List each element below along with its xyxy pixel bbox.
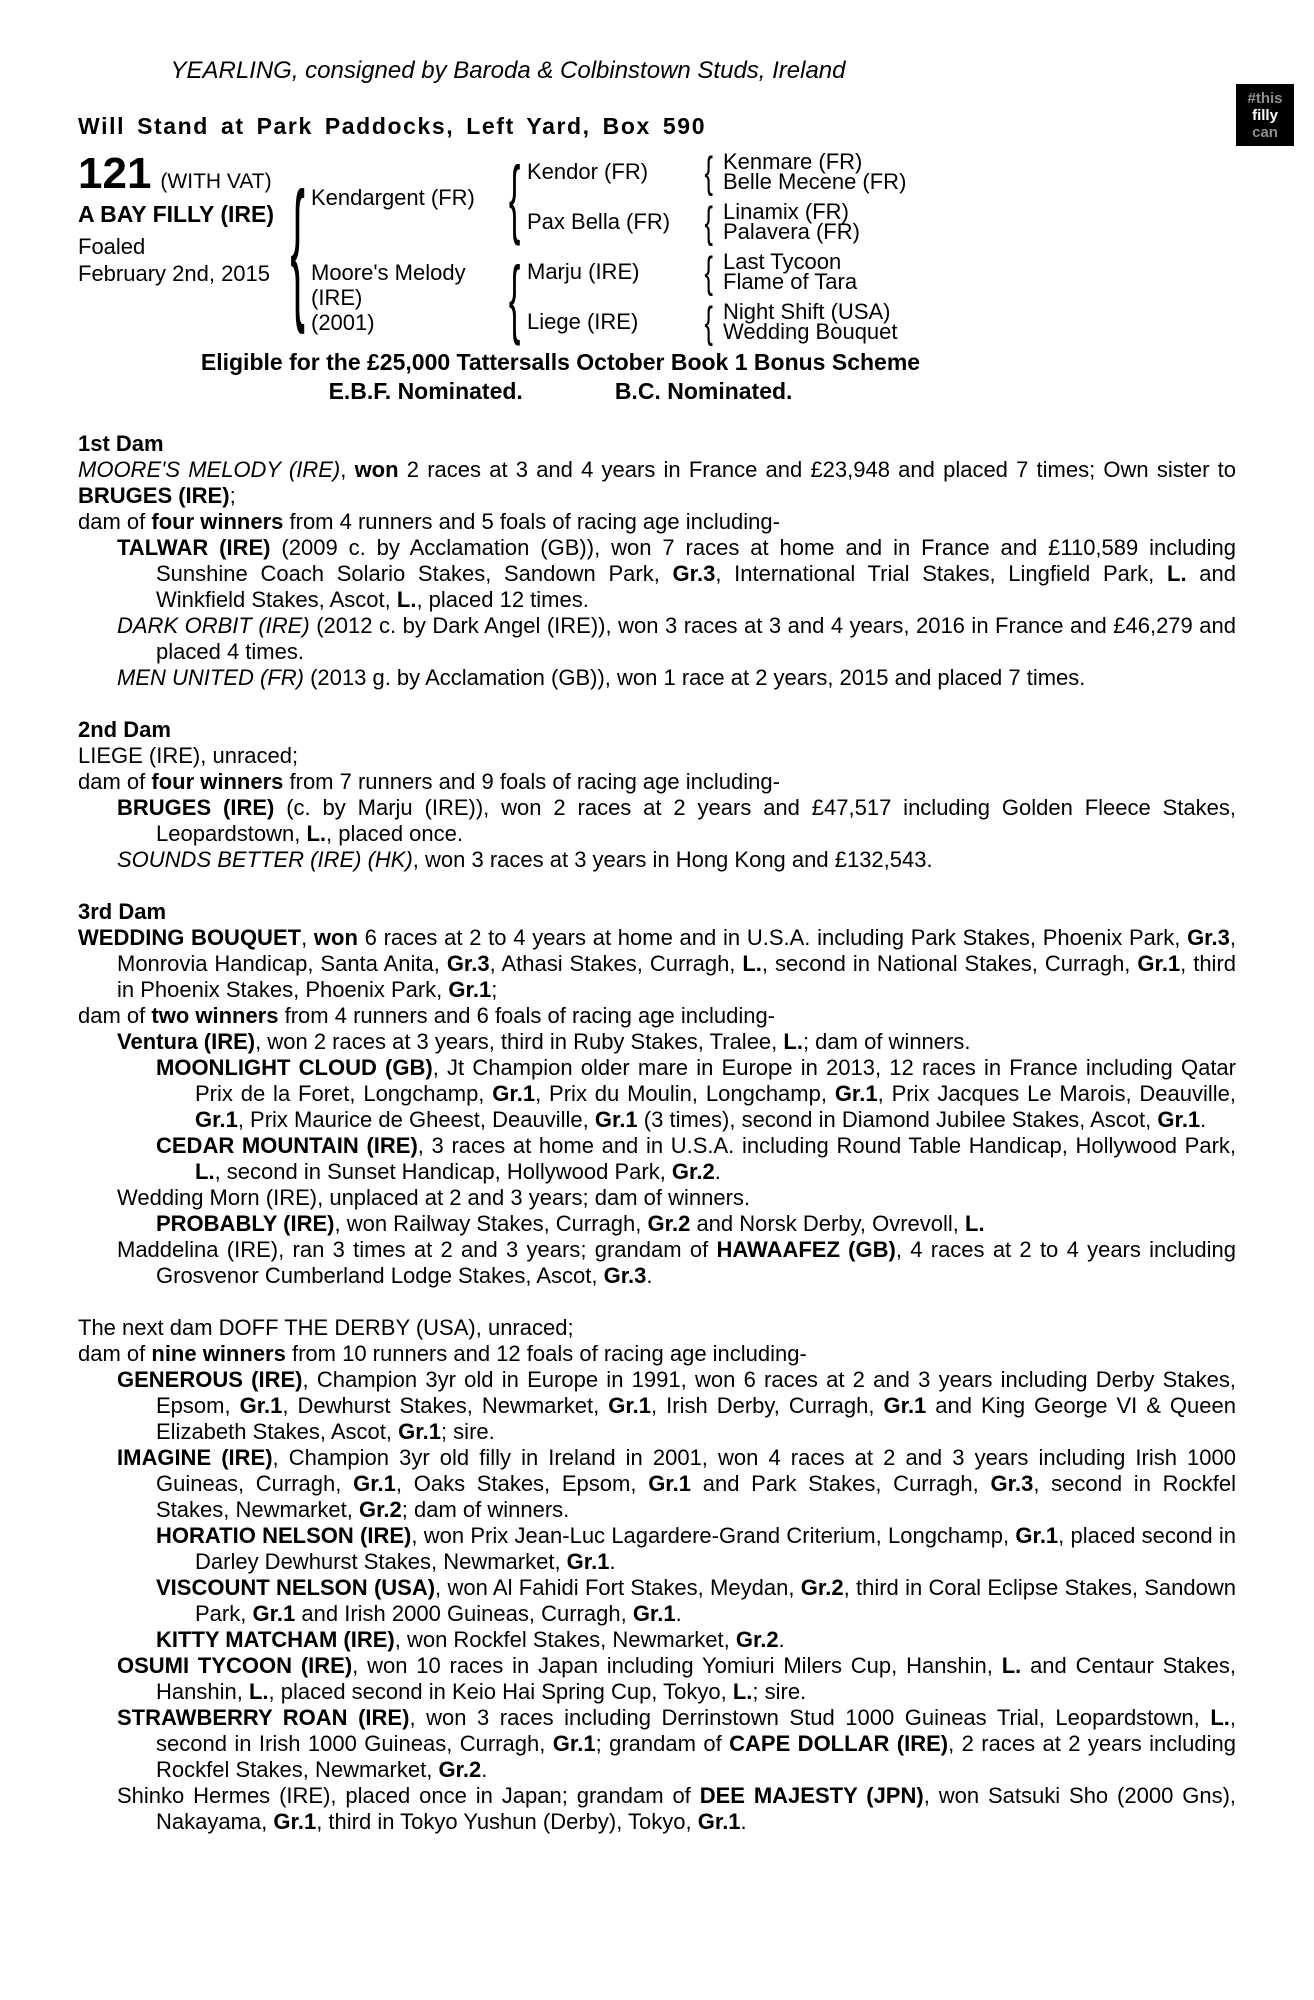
text-segment: , won Prix Jean-Luc Lagardere-Grand Criterium, Longchamp,	[411, 1523, 1016, 1548]
catalog-paragraph	[78, 925, 1236, 1003]
text-segment: Gr.1	[492, 1081, 536, 1106]
text-segment: Gr.2	[800, 1575, 844, 1600]
text-segment: , won Satsuki Sho (2000 Gns), Nakayama,	[156, 1783, 1237, 1834]
section-gap	[78, 1289, 1236, 1315]
text-segment: CEDAR MOUNTAIN (IRE)	[156, 1133, 418, 1158]
catalog-paragraph	[78, 847, 1236, 873]
catalog-paragraph	[78, 1575, 1236, 1627]
text-segment: Maddelina (IRE), ran 3 times at 2 and 3 years; grandam of	[117, 1237, 717, 1262]
text-segment: , second in Rockfel Stakes, Newmarket,	[156, 1471, 1236, 1522]
text-segment: Gr.1	[1157, 1107, 1201, 1132]
text-segment: Gr.1	[353, 1471, 396, 1496]
foaled-label: Foaled	[78, 234, 146, 259]
text-segment: , won 3 races at 3 years in Hong Kong and £132,543.	[412, 847, 933, 872]
text-segment: L.	[195, 1159, 215, 1184]
text-segment: Gr.2	[438, 1757, 482, 1782]
text-segment: , Oaks Stakes, Epsom,	[395, 1471, 649, 1496]
text-segment: KITTY MATCHAM (IRE)	[156, 1627, 395, 1652]
text-segment: ; sire.	[440, 1419, 495, 1444]
horse-description: A BAY FILLY (IRE)	[78, 201, 274, 227]
nomination-line	[78, 378, 1043, 405]
catalog-paragraph	[78, 1055, 1236, 1133]
text-segment: , Champion 3yr old filly in Ireland in 2001, won 4 races at 2 and 3 years including Irish 1000 Guineas, Curragh,	[156, 1445, 1236, 1496]
catalog-paragraph	[78, 1445, 1236, 1523]
catalog-paragraph	[78, 743, 1236, 769]
text-segment: and Norsk Derby, Ovrevoll,	[690, 1211, 966, 1236]
catalog-paragraph	[78, 1783, 1236, 1835]
text-segment: BRUGES (IRE)	[78, 483, 230, 508]
great-grandparent-name: Kenmare (FR)	[723, 149, 863, 174]
text-segment: Wedding Morn (IRE), unplaced at 2 and 3 years; dam of winners.	[117, 1185, 751, 1210]
text-segment: Gr.1	[566, 1549, 610, 1574]
great-grandparent-name: Wedding Bouquet	[723, 319, 898, 344]
text-segment: , Athasi Stakes, Curragh,	[489, 951, 743, 976]
text-segment: .	[481, 1757, 488, 1782]
text-segment: , Irish Derby, Curragh,	[651, 1393, 884, 1418]
text-segment: (2009 c. by Acclamation (GB)), won 7 races at home and in France and £110,589 including Sunshine Coach Solario Stakes, Sandown Park,	[156, 535, 1237, 586]
pedigree-brace-sire: {	[509, 147, 521, 247]
great-grandparent-name: Linamix (FR)	[723, 199, 849, 224]
text-segment: Gr.1	[552, 1731, 596, 1756]
sire-sire-parents	[719, 149, 906, 195]
text-segment: , 4 races at 2 to 4 years including Grosvenor Cumberland Lodge Stakes, Ascot,	[156, 1237, 1236, 1288]
text-segment: , Dewhurst Stakes, Newmarket,	[282, 1393, 609, 1418]
text-segment: ;	[229, 483, 236, 508]
text-segment: MOORE'S MELODY (IRE)	[78, 457, 341, 482]
catalog-paragraph	[78, 1211, 1236, 1237]
text-segment: ,	[301, 925, 314, 950]
catalog-paragraph	[78, 1029, 1236, 1055]
text-segment: Shinko Hermes (IRE), placed once in Japan; grandam of	[117, 1783, 700, 1808]
sire-dam-parents	[719, 199, 860, 245]
text-segment: CAPE DOLLAR (IRE)	[729, 1731, 949, 1756]
bc-nominated: B.C. Nominated.	[614, 378, 793, 404]
great-grandparent-name: Belle Mecene (FR)	[723, 169, 907, 194]
dam-name: Moore's Melody (IRE)	[311, 259, 466, 310]
bonus-scheme-line: Eligible for the £25,000 Tattersalls October Book 1 Bonus Scheme	[200, 349, 921, 375]
section-heading: 1st Dam	[78, 431, 164, 456]
sire-dam-name: Pax Bella (FR)	[527, 209, 671, 234]
lot-info	[78, 149, 285, 345]
text-segment: WEDDING BOUQUET	[78, 925, 302, 950]
dam-block	[311, 249, 906, 345]
text-segment: L.	[1210, 1705, 1230, 1730]
text-segment: MOONLIGHT CLOUD (GB)	[156, 1055, 433, 1080]
badge-text: #this	[1247, 89, 1283, 107]
text-segment: Gr.1	[252, 1601, 296, 1626]
dam-grandparents	[527, 249, 898, 345]
sire-sire-name: Kendor (FR)	[527, 159, 649, 184]
text-segment: dam of	[78, 1341, 152, 1366]
pedigree-table	[78, 149, 1236, 345]
text-segment: , third in Tokyo Yushun (Derby), Tokyo,	[316, 1809, 698, 1834]
text-segment: Gr.3	[672, 561, 716, 586]
text-segment: Gr.1	[594, 1107, 638, 1132]
campaign-badge	[1236, 84, 1294, 146]
text-segment: L.	[783, 1029, 803, 1054]
text-segment: VISCOUNT NELSON (USA)	[156, 1575, 436, 1600]
text-segment: L.	[1001, 1653, 1022, 1678]
text-segment: TALWAR (IRE)	[117, 535, 271, 560]
great-grandparent-name: Palavera (FR)	[723, 219, 860, 244]
catalog-paragraph	[78, 1315, 1236, 1341]
text-segment: ,	[340, 457, 355, 482]
great-grandparent-name: Night Shift (USA)	[723, 299, 891, 324]
text-segment: Ventura (IRE)	[117, 1029, 256, 1054]
catalog-paragraph	[78, 1627, 1236, 1653]
pedigree-brace-dam-dam: {	[704, 297, 714, 347]
catalog-paragraph	[78, 509, 1236, 535]
text-segment: , Prix du Moulin, Longchamp,	[535, 1081, 835, 1106]
text-segment: 6 races at 2 to 4 years at home and in U.S.A. including Park Stakes, Phoenix Park,	[357, 925, 1188, 950]
dam-dam-parents	[719, 299, 898, 345]
text-segment: , won 3 races including Derrinstown Stud 1000 Guineas Trial, Leopardstown,	[409, 1705, 1211, 1730]
text-segment: L.	[732, 1679, 753, 1704]
text-segment: from 4 runners and 5 foals of racing age including-	[283, 509, 780, 534]
lot-number-line	[78, 151, 285, 197]
text-segment: .	[1200, 1107, 1207, 1132]
text-segment: SOUNDS BETTER (IRE) (HK)	[117, 847, 413, 872]
foaled-date: February 2nd, 2015	[78, 261, 271, 286]
text-segment: .	[740, 1809, 747, 1834]
catalog-paragraph	[78, 1653, 1236, 1705]
text-segment: won	[354, 457, 399, 482]
text-segment: Gr.3	[603, 1263, 647, 1288]
text-segment: Gr.2	[358, 1497, 402, 1522]
text-segment: , International Trial Stakes, Lingfield Park,	[715, 561, 1168, 586]
text-segment: DEE MAJESTY (JPN)	[699, 1783, 924, 1808]
catalog-paragraph	[78, 1237, 1236, 1289]
text-segment: , second in National Stakes, Curragh,	[761, 951, 1138, 976]
ebf-nominated: E.B.F. Nominated.	[328, 378, 523, 404]
catalog-paragraph	[78, 1705, 1236, 1783]
text-segment: ; grandam of	[595, 1731, 730, 1756]
text-segment: STRAWBERRY ROAN (IRE)	[117, 1705, 410, 1730]
sire-dam-cell	[527, 199, 699, 245]
sire-name-cell	[311, 149, 503, 245]
pedigree-brace-dam: {	[509, 247, 521, 347]
catalog-paragraph	[78, 665, 1236, 691]
text-segment: , placed once.	[326, 821, 463, 846]
stand-location: Will Stand at Park Paddocks, Left Yard, Box 590	[78, 113, 707, 139]
text-segment: PROBABLY (IRE)	[156, 1211, 335, 1236]
text-segment: , won 2 races at 3 years, third in Ruby Stakes, Tralee,	[255, 1029, 784, 1054]
granddam-group	[527, 299, 898, 345]
granddam-group	[527, 199, 906, 245]
text-segment: L.	[248, 1679, 269, 1704]
text-segment: Gr.1	[273, 1809, 317, 1834]
text-segment: OSUMI TYCOON (IRE)	[117, 1653, 353, 1678]
text-segment: L.	[306, 821, 326, 846]
text-segment: ;	[491, 977, 498, 1002]
text-segment: Gr.1	[448, 977, 492, 1002]
text-segment: Gr.3	[1187, 925, 1230, 950]
text-segment: IMAGINE (IRE)	[117, 1445, 273, 1470]
text-segment: two winners	[151, 1003, 279, 1028]
catalog-paragraph	[78, 795, 1236, 847]
lot-number: 121	[78, 149, 152, 198]
text-segment: , Prix Jacques Le Marois, Deauville,	[877, 1081, 1237, 1106]
text-segment: L.	[1167, 561, 1187, 586]
text-segment: and Winkfield Stakes, Ascot,	[156, 561, 1236, 612]
text-segment: (3 times), second in Diamond Jubilee Stakes, Ascot,	[637, 1107, 1158, 1132]
dam-name-cell	[311, 249, 503, 345]
text-segment: from 4 runners and 6 foals of racing age including-	[278, 1003, 776, 1028]
text-segment: Gr.3	[990, 1471, 1034, 1496]
text-segment: dam of	[78, 1003, 152, 1028]
text-segment: The next dam DOFF THE DERBY (USA), unraced;	[78, 1315, 574, 1340]
text-segment: .	[778, 1627, 785, 1652]
text-segment: Gr.2	[647, 1211, 691, 1236]
text-segment: , 3 races at home and in U.S.A. including Round Table Handicap, Hollywood Park,	[417, 1133, 1237, 1158]
catalog-paragraph	[78, 1133, 1236, 1185]
catalog-paragraph	[78, 1003, 1236, 1029]
sire-sire-cell	[527, 149, 699, 195]
text-segment: from 10 runners and 12 foals of racing age including-	[285, 1341, 807, 1366]
pedigree-brace-sire-dam: {	[704, 197, 714, 247]
text-segment: .	[714, 1159, 721, 1184]
dam-sire-name: Marju (IRE)	[527, 259, 640, 284]
text-segment: , placed 12 times.	[416, 587, 589, 612]
text-segment: DARK ORBIT (IRE)	[117, 613, 310, 638]
great-grandparent-name: Last Tycoon	[723, 249, 842, 274]
catalog-paragraph	[78, 1341, 1236, 1367]
text-segment: Gr.3	[446, 951, 490, 976]
grandsire-group	[527, 249, 898, 295]
dam-sire-parents	[719, 249, 857, 295]
text-segment: .	[675, 1601, 682, 1626]
text-segment: , second in Sunset Handicap, Hollywood Park,	[214, 1159, 672, 1184]
text-segment: (c. by Marju (IRE)), won 2 races at 2 years and £47,517 including Golden Fleece Stakes, Leopardstown,	[156, 795, 1236, 846]
section-heading: 3rd Dam	[78, 899, 167, 924]
text-segment: .	[609, 1549, 616, 1574]
catalog-paragraph	[78, 1367, 1236, 1445]
section-heading: 2nd Dam	[78, 717, 171, 742]
text-segment: Gr.2	[671, 1159, 715, 1184]
text-segment: four winners	[151, 509, 284, 534]
text-segment: MEN UNITED (FR)	[117, 665, 304, 690]
dam-dam-name: Liege (IRE)	[527, 309, 639, 334]
text-segment: HAWAAFEZ (GB)	[716, 1237, 896, 1262]
text-segment: , won Rockfel Stakes, Newmarket,	[394, 1627, 736, 1652]
text-segment: Gr.2	[735, 1627, 779, 1652]
grandsire-group	[527, 149, 906, 195]
eligibility-block	[78, 349, 1043, 405]
great-grandparent-name: Flame of Tara	[723, 269, 858, 294]
catalog-paragraph	[78, 1523, 1236, 1575]
text-segment: , placed second in Keio Hai Spring Cup, Tokyo,	[268, 1679, 733, 1704]
text-segment: Gr.1	[834, 1081, 878, 1106]
dam-year: (2001)	[311, 309, 375, 335]
text-segment: from 7 runners and 9 foals of racing age including-	[283, 769, 780, 794]
text-segment: Gr.1	[632, 1601, 676, 1626]
text-segment: , Prix Maurice de Gheest, Deauville,	[237, 1107, 595, 1132]
text-segment: Gr.1	[697, 1809, 741, 1834]
sire-name: Kendargent (FR)	[311, 184, 475, 210]
catalog-paragraph	[78, 613, 1236, 665]
text-segment: Gr.1	[883, 1393, 927, 1418]
text-segment: , Champion 3yr old in Europe in 1991, won 6 races at 2 and 3 years including Derby Stakes, Epsom,	[156, 1367, 1236, 1418]
text-segment: and Irish 2000 Guineas, Curragh,	[295, 1601, 633, 1626]
text-segment: ; dam of winners.	[802, 1029, 971, 1054]
text-segment: Gr.1	[195, 1107, 238, 1132]
vat-note: (WITH VAT)	[160, 170, 272, 193]
text-segment: , third in Coral Eclipse Stakes, Sandown Park,	[195, 1575, 1236, 1626]
pedigree-brace-dam-sire: {	[704, 247, 714, 297]
text-segment: GENEROUS (IRE)	[117, 1367, 303, 1392]
text-segment: , Jt Champion older mare in Europe in 2013, 12 races in France including Qatar Prix de la Foret, Longchamp,	[195, 1055, 1236, 1106]
text-segment: LIEGE (IRE), unraced;	[78, 743, 299, 768]
text-segment: , won Railway Stakes, Curragh,	[334, 1211, 648, 1236]
text-segment: ; dam of winners.	[401, 1497, 570, 1522]
text-segment: , won Al Fahidi Fort Stakes, Meydan,	[435, 1575, 801, 1600]
sire-block	[311, 149, 906, 245]
text-segment: .	[646, 1263, 653, 1288]
text-segment: , third in Phoenix Stakes, Phoenix Park,	[117, 951, 1237, 1002]
pedigree-parents	[311, 149, 906, 345]
text-segment: dam of	[78, 509, 152, 534]
text-segment: nine winners	[151, 1341, 286, 1366]
text-segment: Gr.1	[1015, 1523, 1059, 1548]
text-segment: Gr.1	[398, 1419, 441, 1444]
catalog-paragraph	[78, 535, 1236, 613]
text-segment: ; sire.	[752, 1679, 807, 1704]
consignor-title: YEARLING, consigned by Baroda & Colbinstown Studs, Ireland	[170, 57, 846, 84]
text-segment: and King George VI & Queen Elizabeth Stakes, Ascot,	[156, 1393, 1236, 1444]
catalog-paragraph	[78, 769, 1236, 795]
catalog-paragraph	[78, 1185, 1236, 1211]
text-segment: L.	[742, 951, 762, 976]
dam-dam-cell	[527, 299, 699, 345]
text-segment: BRUGES (IRE)	[117, 795, 275, 820]
text-segment: Gr.1	[648, 1471, 691, 1496]
text-segment: won	[313, 925, 358, 950]
text-segment: , 2 races at 2 years including Rockfel Stakes, Newmarket,	[156, 1731, 1236, 1782]
text-segment: , second in Irish 1000 Guineas, Curragh,	[156, 1705, 1236, 1756]
text-segment: dam of	[78, 769, 152, 794]
pedigree-brace-sire-sire: {	[704, 147, 714, 197]
text-segment: four winners	[151, 769, 284, 794]
text-segment: Gr.1	[608, 1393, 652, 1418]
text-segment: (2013 g. by Acclamation (GB)), won 1 race at 2 years, 2015 and placed 7 times.	[303, 665, 1086, 690]
text-segment: , Monrovia Handicap, Santa Anita,	[117, 925, 1236, 976]
badge-text: can	[1252, 123, 1278, 141]
text-segment: , won 10 races in Japan including Yomiuri Milers Cup, Hanshin,	[352, 1653, 1002, 1678]
text-segment: HORATIO NELSON (IRE)	[156, 1523, 412, 1548]
text-segment: Gr.1	[1137, 951, 1181, 976]
sire-grandparents	[527, 149, 906, 245]
text-segment: Gr.1	[239, 1393, 283, 1418]
pedigree-brace-main: {	[290, 158, 306, 336]
catalog-paragraph	[78, 457, 1236, 509]
dam-sire-cell	[527, 249, 699, 295]
text-segment: L.	[396, 587, 417, 612]
text-segment: and Centaur Stakes, Hanshin,	[156, 1653, 1237, 1704]
text-segment: L.	[965, 1211, 985, 1236]
dam-sections	[78, 431, 1236, 1835]
badge-text: filly	[1252, 106, 1278, 124]
text-segment: (2012 c. by Dark Angel (IRE)), won 3 races at 3 and 4 years, 2016 in France and £46,279 and placed 4 times.	[156, 613, 1236, 664]
text-segment: and Park Stakes, Curragh,	[691, 1471, 991, 1496]
text-segment: 2 races at 3 and 4 years in France and £23,948 and placed 7 times; Own sister to	[398, 457, 1236, 482]
text-segment: , placed second in Darley Dewhurst Stakes, Newmarket,	[195, 1523, 1237, 1574]
